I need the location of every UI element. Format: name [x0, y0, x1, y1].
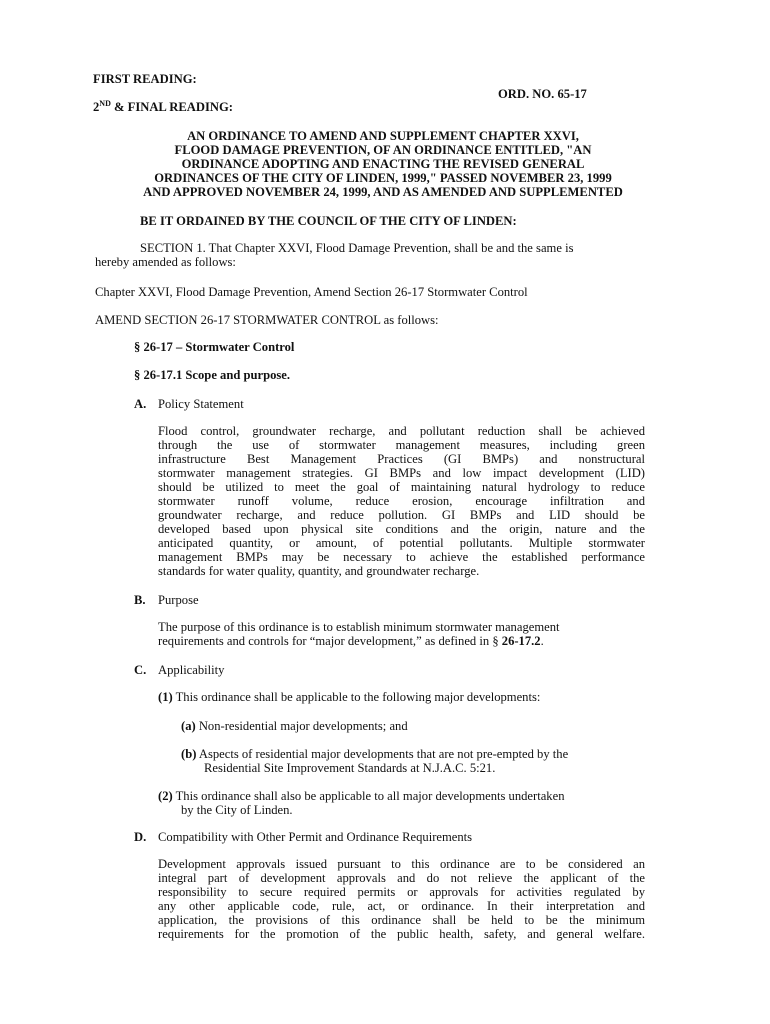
- body-line: infrastructure Best Management Practices (GI BMPs) and nonstructural: [158, 452, 645, 466]
- body-line: stormwater runoff volume, reduce erosion, encourage infiltration and: [158, 494, 645, 508]
- section-b-line2: requirements and controls for “major development,” as defined in § 26-17.2.: [158, 634, 544, 648]
- section-c-letter: C.: [134, 663, 147, 677]
- title-line: ORDINANCES OF THE CITY OF LINDEN, 1999," PASSED NOVEMBER 23, 1999: [154, 171, 612, 185]
- applicability-item-a: (a) Non-residential major developments; and: [181, 719, 408, 733]
- body-line: application, the provisions of this ordinance shall be held to be the minimum: [158, 913, 645, 927]
- body-line: should be utilized to meet the goal of maintaining natural hydrology to reduce: [158, 480, 645, 494]
- applicability-item-2: (2) This ordinance shall also be applicable to all major developments undertaken: [158, 789, 565, 803]
- section-a-body: [158, 424, 645, 578]
- be-it-ordained: BE IT ORDAINED BY THE COUNCIL OF THE CITY OF LINDEN:: [140, 214, 517, 228]
- section-d-body: [158, 857, 645, 941]
- section1-line1: SECTION 1. That Chapter XXVI, Flood Damage Prevention, shall be and the same is: [140, 241, 574, 255]
- ordinance-title: [88, 129, 678, 199]
- first-reading-label: FIRST READING:: [93, 72, 197, 86]
- applicability-item-b-cont: Residential Site Improvement Standards at N.J.A.C. 5:21.: [204, 761, 496, 775]
- chapter-line: Chapter XXVI, Flood Damage Prevention, Amend Section 26-17 Stormwater Control: [95, 285, 528, 299]
- body-line: integral part of development approvals and do not relieve the applicant of the: [158, 871, 645, 885]
- title-line: FLOOD DAMAGE PREVENTION, OF AN ORDINANCE ENTITLED, "AN: [174, 143, 592, 157]
- body-line: anticipated quantity, or amount, of potential pollutants. Multiple stormwater: [158, 536, 645, 550]
- applicability-item-2-cont: by the City of Linden.: [181, 803, 293, 817]
- body-line: stormwater management strategies. GI BMPs and low impact development (LID): [158, 466, 645, 480]
- section-heading: § 26-17 – Stormwater Control: [134, 340, 295, 354]
- ordinance-number: ORD. NO. 65-17: [498, 87, 587, 101]
- section-a-title: Policy Statement: [158, 397, 244, 411]
- body-line: groundwater recharge, and reduce pollution. GI BMPs and LID should be: [158, 508, 645, 522]
- applicability-item-1: (1) This ordinance shall be applicable to the following major developments:: [158, 690, 541, 704]
- title-line: ORDINANCE ADOPTING AND ENACTING THE REVISED GENERAL: [181, 157, 585, 171]
- amend-line: AMEND SECTION 26-17 STORMWATER CONTROL as follows:: [95, 313, 439, 327]
- body-line: developed based upon physical site conditions and the origin, nature and the: [158, 522, 645, 536]
- body-line: standards for water quality, quantity, and groundwater recharge.: [158, 564, 480, 578]
- final-reading-label: 2ND & FINAL READING:: [93, 98, 233, 114]
- body-line: any other applicable code, rule, act, or ordinance. In their interpretation and: [158, 899, 645, 913]
- body-line: through the use of stormwater management measures, including green: [158, 438, 645, 452]
- section-c-title: Applicability: [158, 663, 225, 677]
- body-line: requirements for the promotion of the public health, safety, and general welfare.: [158, 927, 645, 941]
- section-a-letter: A.: [134, 397, 147, 411]
- section-b-title: Purpose: [158, 593, 199, 607]
- section-b-line1: The purpose of this ordinance is to establish minimum stormwater management: [158, 620, 560, 634]
- body-line: management BMPs may be necessary to achieve the established performance: [158, 550, 645, 564]
- body-line: responsibility to secure required permits or approvals for activities regulated by: [158, 885, 645, 899]
- scope-heading: § 26-17.1 Scope and purpose.: [134, 368, 291, 382]
- section1-line2: hereby amended as follows:: [95, 255, 236, 269]
- section-d-title: Compatibility with Other Permit and Ordinance Requirements: [158, 830, 473, 844]
- body-line: Development approvals issued pursuant to this ordinance are to be considered an: [158, 857, 645, 871]
- section-d-letter: D.: [134, 830, 147, 844]
- body-line: Flood control, groundwater recharge, and pollutant reduction shall be achieved: [158, 424, 645, 438]
- title-line: AND APPROVED NOVEMBER 24, 1999, AND AS AMENDED AND SUPPLEMENTED: [143, 185, 623, 199]
- applicability-item-b: (b) Aspects of residential major developments that are not pre-empted by the: [181, 747, 569, 761]
- title-line: AN ORDINANCE TO AMEND AND SUPPLEMENT CHAPTER XXVI,: [187, 129, 579, 143]
- section-b-letter: B.: [134, 593, 146, 607]
